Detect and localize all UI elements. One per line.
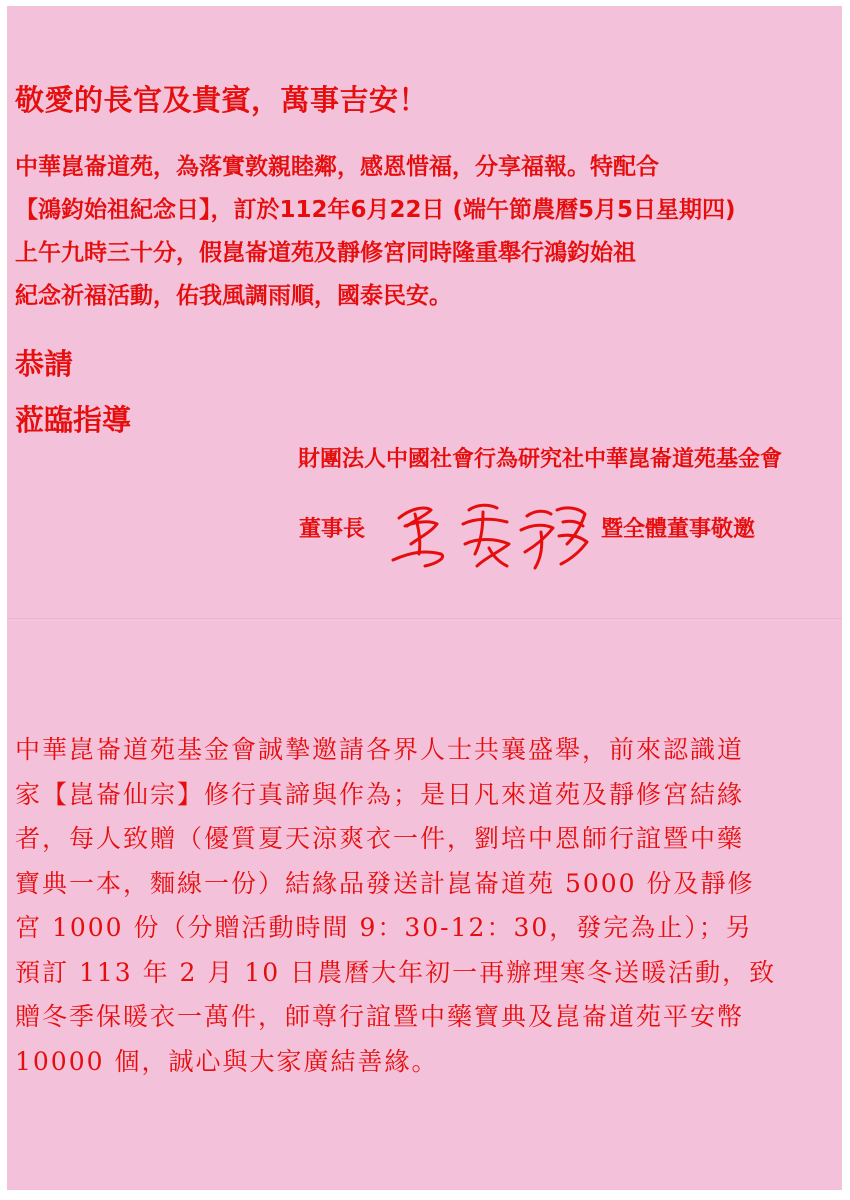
signature-row xyxy=(7,496,842,576)
chairman-signature xyxy=(385,496,593,574)
chairman-label: 董事長 xyxy=(299,517,366,542)
respectful-request xyxy=(15,336,131,448)
body-line: 【鴻鈞始祖紀念日】，訂於112年6月22日 (端午節農曆5月5日星期四) xyxy=(15,197,736,223)
greeting-heading: 敬愛的長官及貴賓，萬事吉安！ xyxy=(15,83,429,117)
body-line: 紀念祈福活動，佑我風調雨順，國泰民安。 xyxy=(15,283,452,309)
notice-line: 宮 1000 份（分贈活動時間 9：30-12：30，發完為止）；另 xyxy=(15,913,753,942)
notice-line: 10000 個，誠心與大家廣結善緣。 xyxy=(15,1046,439,1076)
notice-line: 預訂 113 年 2 月 10 日農曆大年初一再辦理寒冬送暖活動，致 xyxy=(15,957,777,987)
notice-line: 家【崑崙仙宗】修行真諦與作為；是日凡來道苑及靜修宮結緣 xyxy=(15,779,745,809)
paper-fold-line xyxy=(7,618,842,621)
foundation-name: 財團法人中國社會行為研究社中華崑崙道苑基金會 xyxy=(297,447,782,472)
invitation-body xyxy=(15,146,815,318)
notice-line: 贈冬季保暖衣一萬件，師尊行誼暨中藥寶典及崑崙道苑平安幣 xyxy=(15,1002,745,1031)
notice-line: 中華崑崙道苑基金會誠摯邀請各界人士共襄盛舉，前來認識道 xyxy=(15,735,745,764)
invitation-sheet xyxy=(7,6,842,1190)
directors-invite-text: 暨全體董事敬邀 xyxy=(601,517,756,542)
body-line: 上午九時三十分，假崑崙道苑及靜修宮同時隆重舉行鴻鈞始祖 xyxy=(15,240,636,266)
respect-line-2: 蒞臨指導 xyxy=(15,403,132,437)
notice-paragraph xyxy=(15,728,825,1084)
notice-line: 寶典一本，麵線一份）結緣品發送計崑崙道苑 5000 份及靜修 xyxy=(15,868,755,898)
respect-line-1: 恭請 xyxy=(15,347,74,381)
body-line: 中華崑崙道苑，為落實敦親睦鄰，感恩惜福，分享福報。特配合 xyxy=(15,154,659,180)
notice-line: 者，每人致贈（優質夏天涼爽衣一件，劉培中恩師行誼暨中藥 xyxy=(15,824,745,853)
